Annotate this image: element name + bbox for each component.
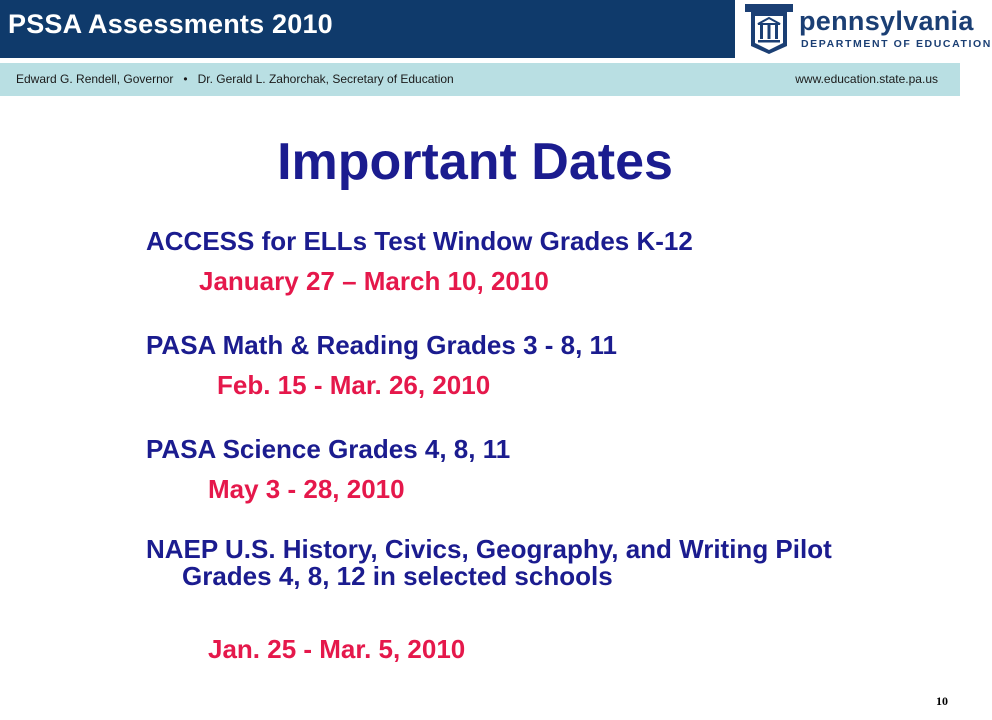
secretary-text: Dr. Gerald L. Zahorchak, Secretary of Education	[197, 72, 454, 86]
item-date-pasa-science: May 3 - 28, 2010	[208, 474, 405, 504]
governor-text: Edward G. Rendell, Governor	[16, 72, 174, 86]
website-link[interactable]: www.education.state.pa.us	[795, 72, 938, 86]
item-title-access: ACCESS for ELLs Test Window Grades K-12	[146, 226, 693, 256]
item-date-access: January 27 – March 10, 2010	[199, 266, 549, 296]
pde-logo	[737, 0, 992, 58]
header-bar	[0, 0, 735, 58]
item-title-pasa-science: PASA Science Grades 4, 8, 11	[146, 434, 511, 464]
item-title-pasa-math-reading: PASA Math & Reading Grades 3 - 8, 11	[146, 330, 618, 360]
slide-heading: Important Dates	[277, 133, 673, 191]
separator-dot: •	[183, 72, 188, 86]
item-date-naep: Jan. 25 - Mar. 5, 2010	[208, 634, 466, 664]
logo-department: DEPARTMENT OF EDUCATION	[801, 38, 992, 50]
keystone-icon	[741, 2, 797, 56]
logo-brand: pennsylvania	[799, 6, 974, 36]
item-date-pasa-math-reading: Feb. 15 - Mar. 26, 2010	[217, 370, 491, 400]
page-number: 10	[936, 694, 948, 708]
officials-line	[16, 72, 454, 86]
sub-header-bar	[0, 63, 960, 96]
item-title-naep: NAEP U.S. History, Civics, Geography, and Writing Pilot Grades 4, 8, 12 in selected schools	[146, 534, 832, 591]
presentation-title: PSSA Assessments 2010	[8, 9, 333, 39]
